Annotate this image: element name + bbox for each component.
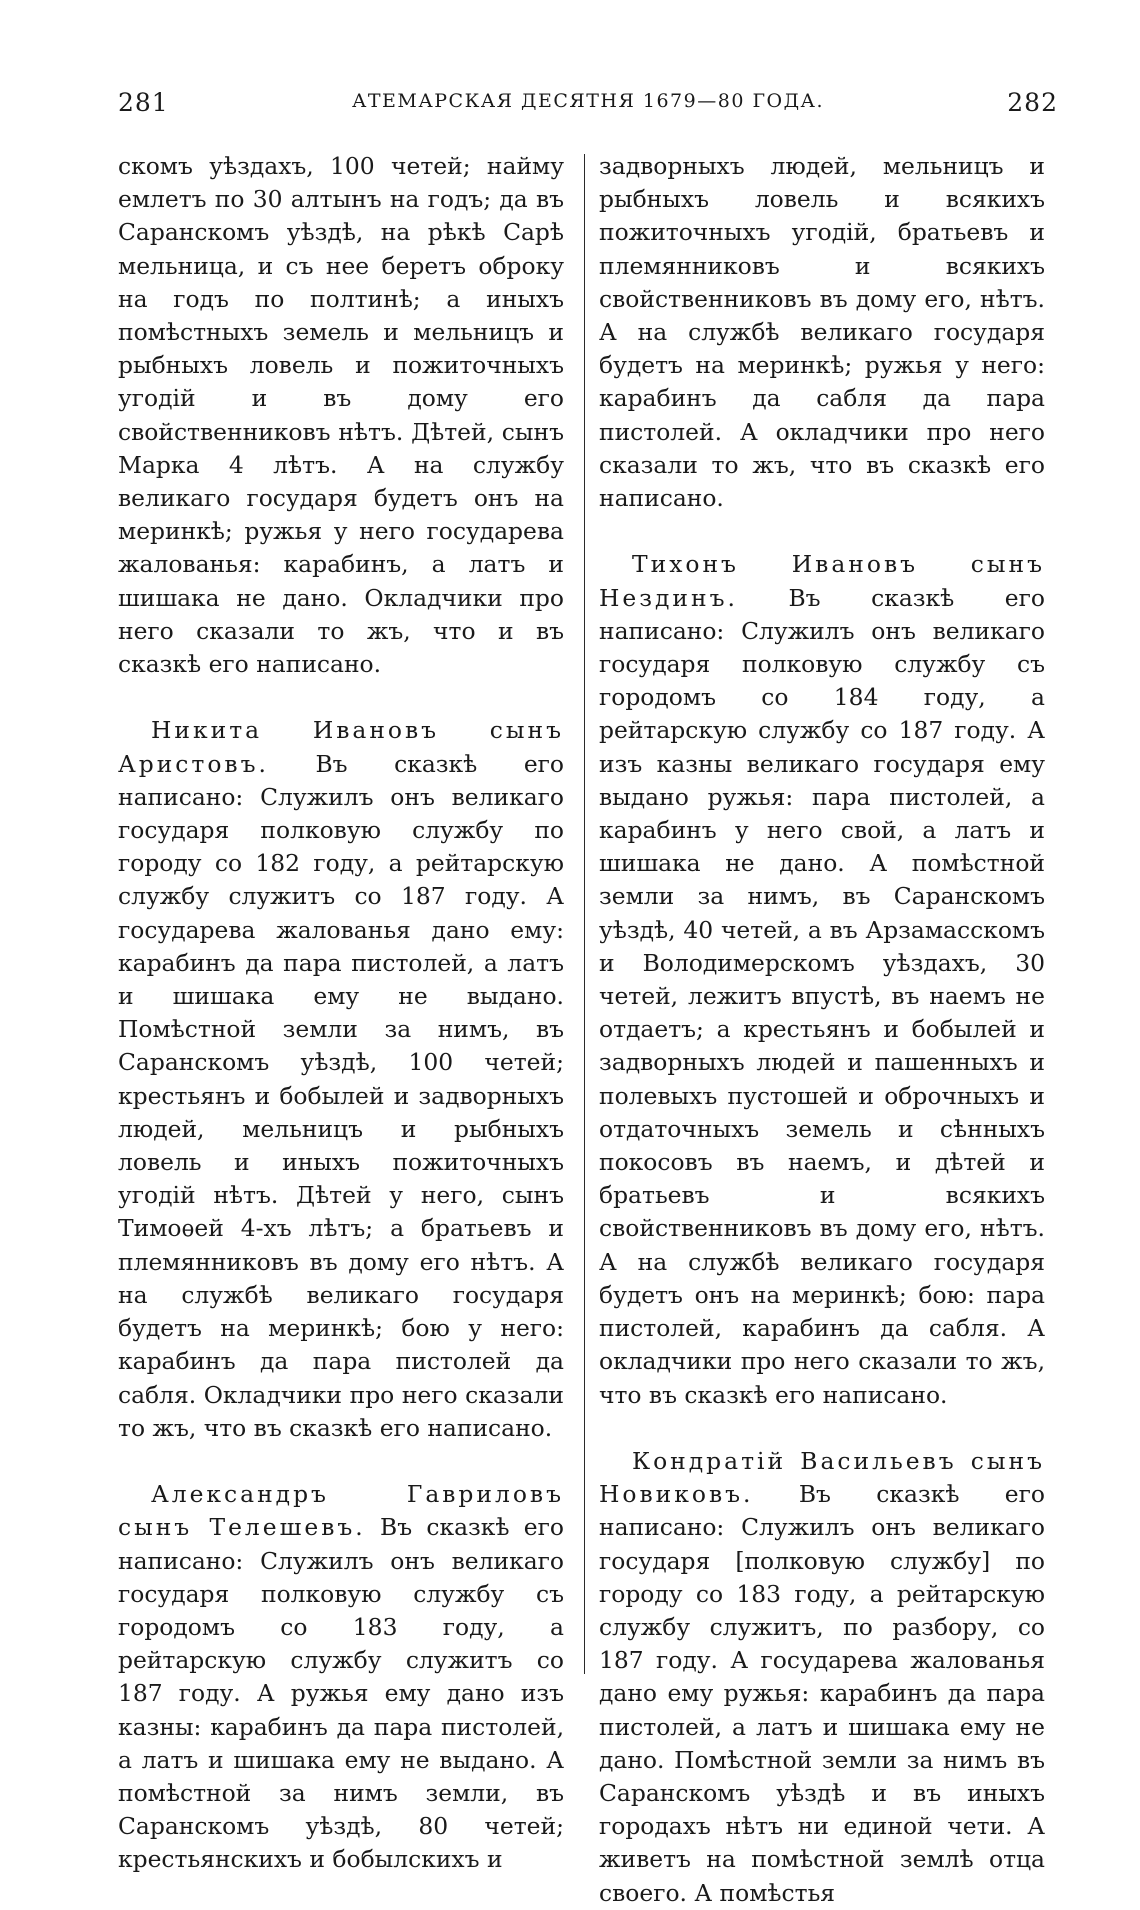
paragraph-aristov [118, 714, 564, 1444]
person-name: Кондратій Васильевъ сынъ Новиковъ. [599, 1446, 1045, 1509]
paragraph-text: Въ сказкѣ его написано: Служилъ онъ великаго государя полковую службу съ городомъ со 183 году, а рейтарскую службу служитъ со 187 году. А ружья ему дано изъ казны: карабинъ да пара пистолей, а латъ и шишака ему не выдано. А помѣстной за нимъ земли, въ Саранскомъ уѣздѣ, 80 четей; крестьянскихъ и бобылскихъ и [118, 1513, 564, 1874]
paragraph-text: Въ сказкѣ его написано: Служилъ онъ великаго государя полковую службу съ городомъ со 184 году, а рейтарскую службу со 187 году. А изъ казны великаго государя ему выдано ружья: пара пистолей, а карабинъ у него свой, а латъ и шишака не дано. А помѣстной земли за нимъ, въ Саранскомъ уѣздѣ, 40 четей, а въ Арзамасскомъ и Володимерскомъ уѣздахъ, 30 четей, лежитъ впустѣ, въ наемъ не отдаетъ; а крестьянъ и бобылей и задворныхъ людей и пашенныхъ и полевыхъ пустошей и оброчныхъ и отдаточныхъ земель и сѣнныхъ покосовъ въ наемъ, и дѣтей и братьевъ и всякихъ свойственниковъ въ дому его, нѣтъ. А на службѣ великаго государя будетъ онъ на меринкѣ; бою: пара пистолей, карабинъ да сабля. А окладчики про него сказали то жъ, что въ сказкѣ его написано. [599, 583, 1045, 1409]
running-head [118, 88, 1058, 128]
running-title: АТЕМАРСКАЯ ДЕСЯТНЯ 1679—80 ГОДА. [351, 90, 824, 112]
paragraph-teleshev [118, 1478, 564, 1876]
paragraph-text: Въ сказкѣ его написано: Служилъ онъ великаго государя полковую службу по городу со 182 году, а рейтарскую службу служитъ со 187 году. А государева жалованья дано ему: карабинъ да пара пистолей, а латъ и шишака ему не выдано. Помѣстной земли за нимъ, въ Саранскомъ уѣздѣ, 100 четей; крестьянъ и бобылей и задворныхъ людей, мельницъ и рыбныхъ ловель и иныхъ пожиточныхъ угодій нѣтъ. Дѣтей у него, сынъ Тимоѳей 4-хъ лѣтъ; а братьевъ и племянниковъ въ дому его нѣтъ. А на службѣ великаго государя будетъ на меринкѣ; бою у него: карабинъ да пара пистолей да сабля. Окладчики про него сказали то жъ, что въ сказкѣ его написано. [118, 749, 564, 1442]
person-name: Никита Ивановъ сынъ Аристовъ. [118, 716, 564, 778]
paragraph-novikov [599, 1445, 1045, 1910]
paragraph-continued: задворныхъ людей, мельницъ и рыбныхъ ловель и всякихъ пожиточныхъ угодій, братьевъ и племянниковъ и всякихъ свойственниковъ въ дому его, нѣтъ. А на службѣ великаго государя будетъ на меринкѣ; ружья у него: карабинъ да сабля да пара пистолей. А окладчики про него сказали то жъ, что въ сказкѣ его написано. [599, 152, 1045, 513]
column-divider [584, 154, 585, 1674]
right-column [599, 150, 1045, 1910]
paragraph-text: Въ сказкѣ его написано: Служилъ онъ великаго государя [полковую службу] по городу со 183 году, а рейтарскую службу служитъ, по разбору, со 187 году. А государева жалованья дано ему ружья: карабинъ да пара пистолей, а латъ и шишака ему не дано. Помѣстной земли за нимъ въ Саранскомъ уѣздѣ и въ иныхъ городахъ нѣтъ ни единой чети. А живетъ на помѣстной землѣ отца своего. А помѣстья [599, 1480, 1045, 1907]
person-name: Александръ Гавриловъ сынъ Телешевъ. [118, 1480, 564, 1542]
left-column [118, 150, 564, 1877]
paragraph-continued: скомъ уѣздахъ, 100 четей; найму емлетъ по 30 алтынъ на годъ; да въ Саранскомъ уѣздѣ, на рѣкѣ Сарѣ мельница, и съ нее беретъ оброку на годъ по полтинѣ; а иныхъ помѣстныхъ земель и мельницъ и рыбныхъ ловель и пожиточныхъ угодій и въ дому его свойственниковъ нѣтъ. Дѣтей, сынъ Марка 4 лѣтъ. А на службу великаго государя будетъ онъ на меринкѣ; ружья у него государева жалованья: карабинъ, а латъ и шишака не дано. Окладчики про него сказали то жъ, что и въ сказкѣ его написано. [118, 152, 564, 679]
page-number-left: 281 [118, 88, 169, 117]
person-name: Тихонъ Ивановъ сынъ Нездинъ. [599, 550, 1045, 612]
page-number-right: 282 [1007, 88, 1058, 117]
paragraph-nezdin [599, 548, 1045, 1411]
